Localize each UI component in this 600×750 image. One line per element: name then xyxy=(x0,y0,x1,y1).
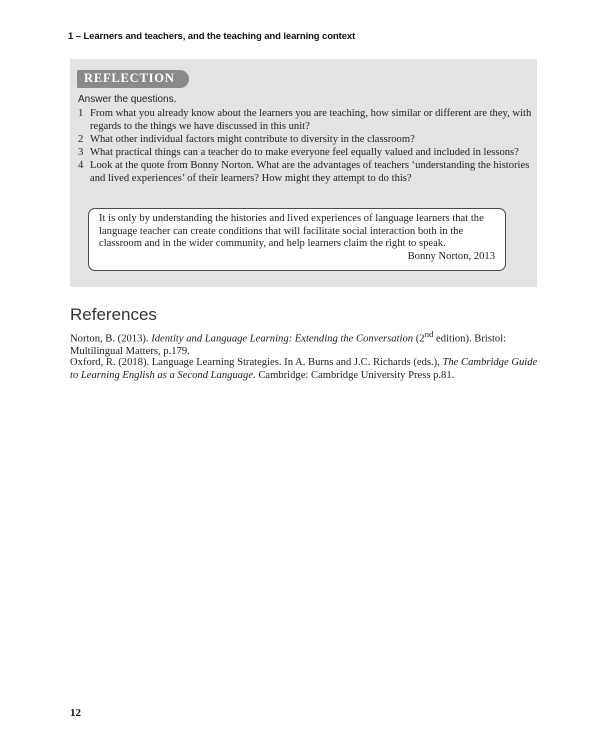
question-number: 3 xyxy=(78,147,84,158)
question-item xyxy=(78,133,533,146)
reference-authors: Norton, B. (2013). xyxy=(70,333,152,345)
reference-publisher: edition). Bristol: Multilingual Matters, p.179. xyxy=(70,333,507,358)
reflection-instruction: Answer the questions. xyxy=(78,94,177,105)
question-text: What other individual factors might contribute to diversity in the classroom? xyxy=(90,134,415,145)
question-text: What practical things can a teacher do to make everyone feel equally valued and included in lessons? xyxy=(90,147,519,158)
reference-title: The Cambridge Guide to Learning English as a Second Language xyxy=(70,357,538,381)
question-text: From what you already know about the learners you are teaching, how similar or different are they, with regards to the things we have discussed in this unit? xyxy=(90,108,532,132)
reference-publisher: . Cambridge: Cambridge University Press p.81. xyxy=(253,369,455,381)
reference-title: Identity and Language Learning: Extending the Conversation xyxy=(151,333,414,345)
question-number: 2 xyxy=(78,134,84,145)
reference-authors: Oxford, R. (2018). Language Learning Strategies. In A. Burns and J.C. Richards (eds.), xyxy=(70,357,443,368)
reference-edition-open: (2 xyxy=(413,333,425,345)
quote-box xyxy=(88,208,506,271)
question-item xyxy=(78,107,533,133)
question-number: 4 xyxy=(78,160,84,171)
reference-edition-superscript: nd xyxy=(424,329,434,339)
reflection-box xyxy=(70,59,537,287)
question-item xyxy=(78,146,533,159)
question-list xyxy=(78,107,533,185)
quote-text: It is only by understanding the histories and lived experiences of language learners that the language teacher can create conditions that will facilitate social interaction both in the classroom and in the wider community, and help learners claim the right to speak. xyxy=(99,213,484,250)
page-number: 12 xyxy=(70,707,81,719)
quote-attribution: Bonny Norton, 2013 xyxy=(407,250,495,262)
references-heading: References xyxy=(70,305,157,324)
question-number: 1 xyxy=(78,108,84,119)
reflection-tag: REFLECTION xyxy=(77,70,189,88)
reference-entry xyxy=(70,328,540,359)
question-text: Look at the quote from Bonny Norton. What are the advantages of teachers ‘understanding the histories and lived experiences’ of their learners? How might they attempt to do this? xyxy=(90,160,530,184)
running-head: 1 – Learners and teachers, and the teaching and learning context xyxy=(68,31,356,42)
question-item xyxy=(78,159,533,185)
reference-entry xyxy=(70,357,540,383)
